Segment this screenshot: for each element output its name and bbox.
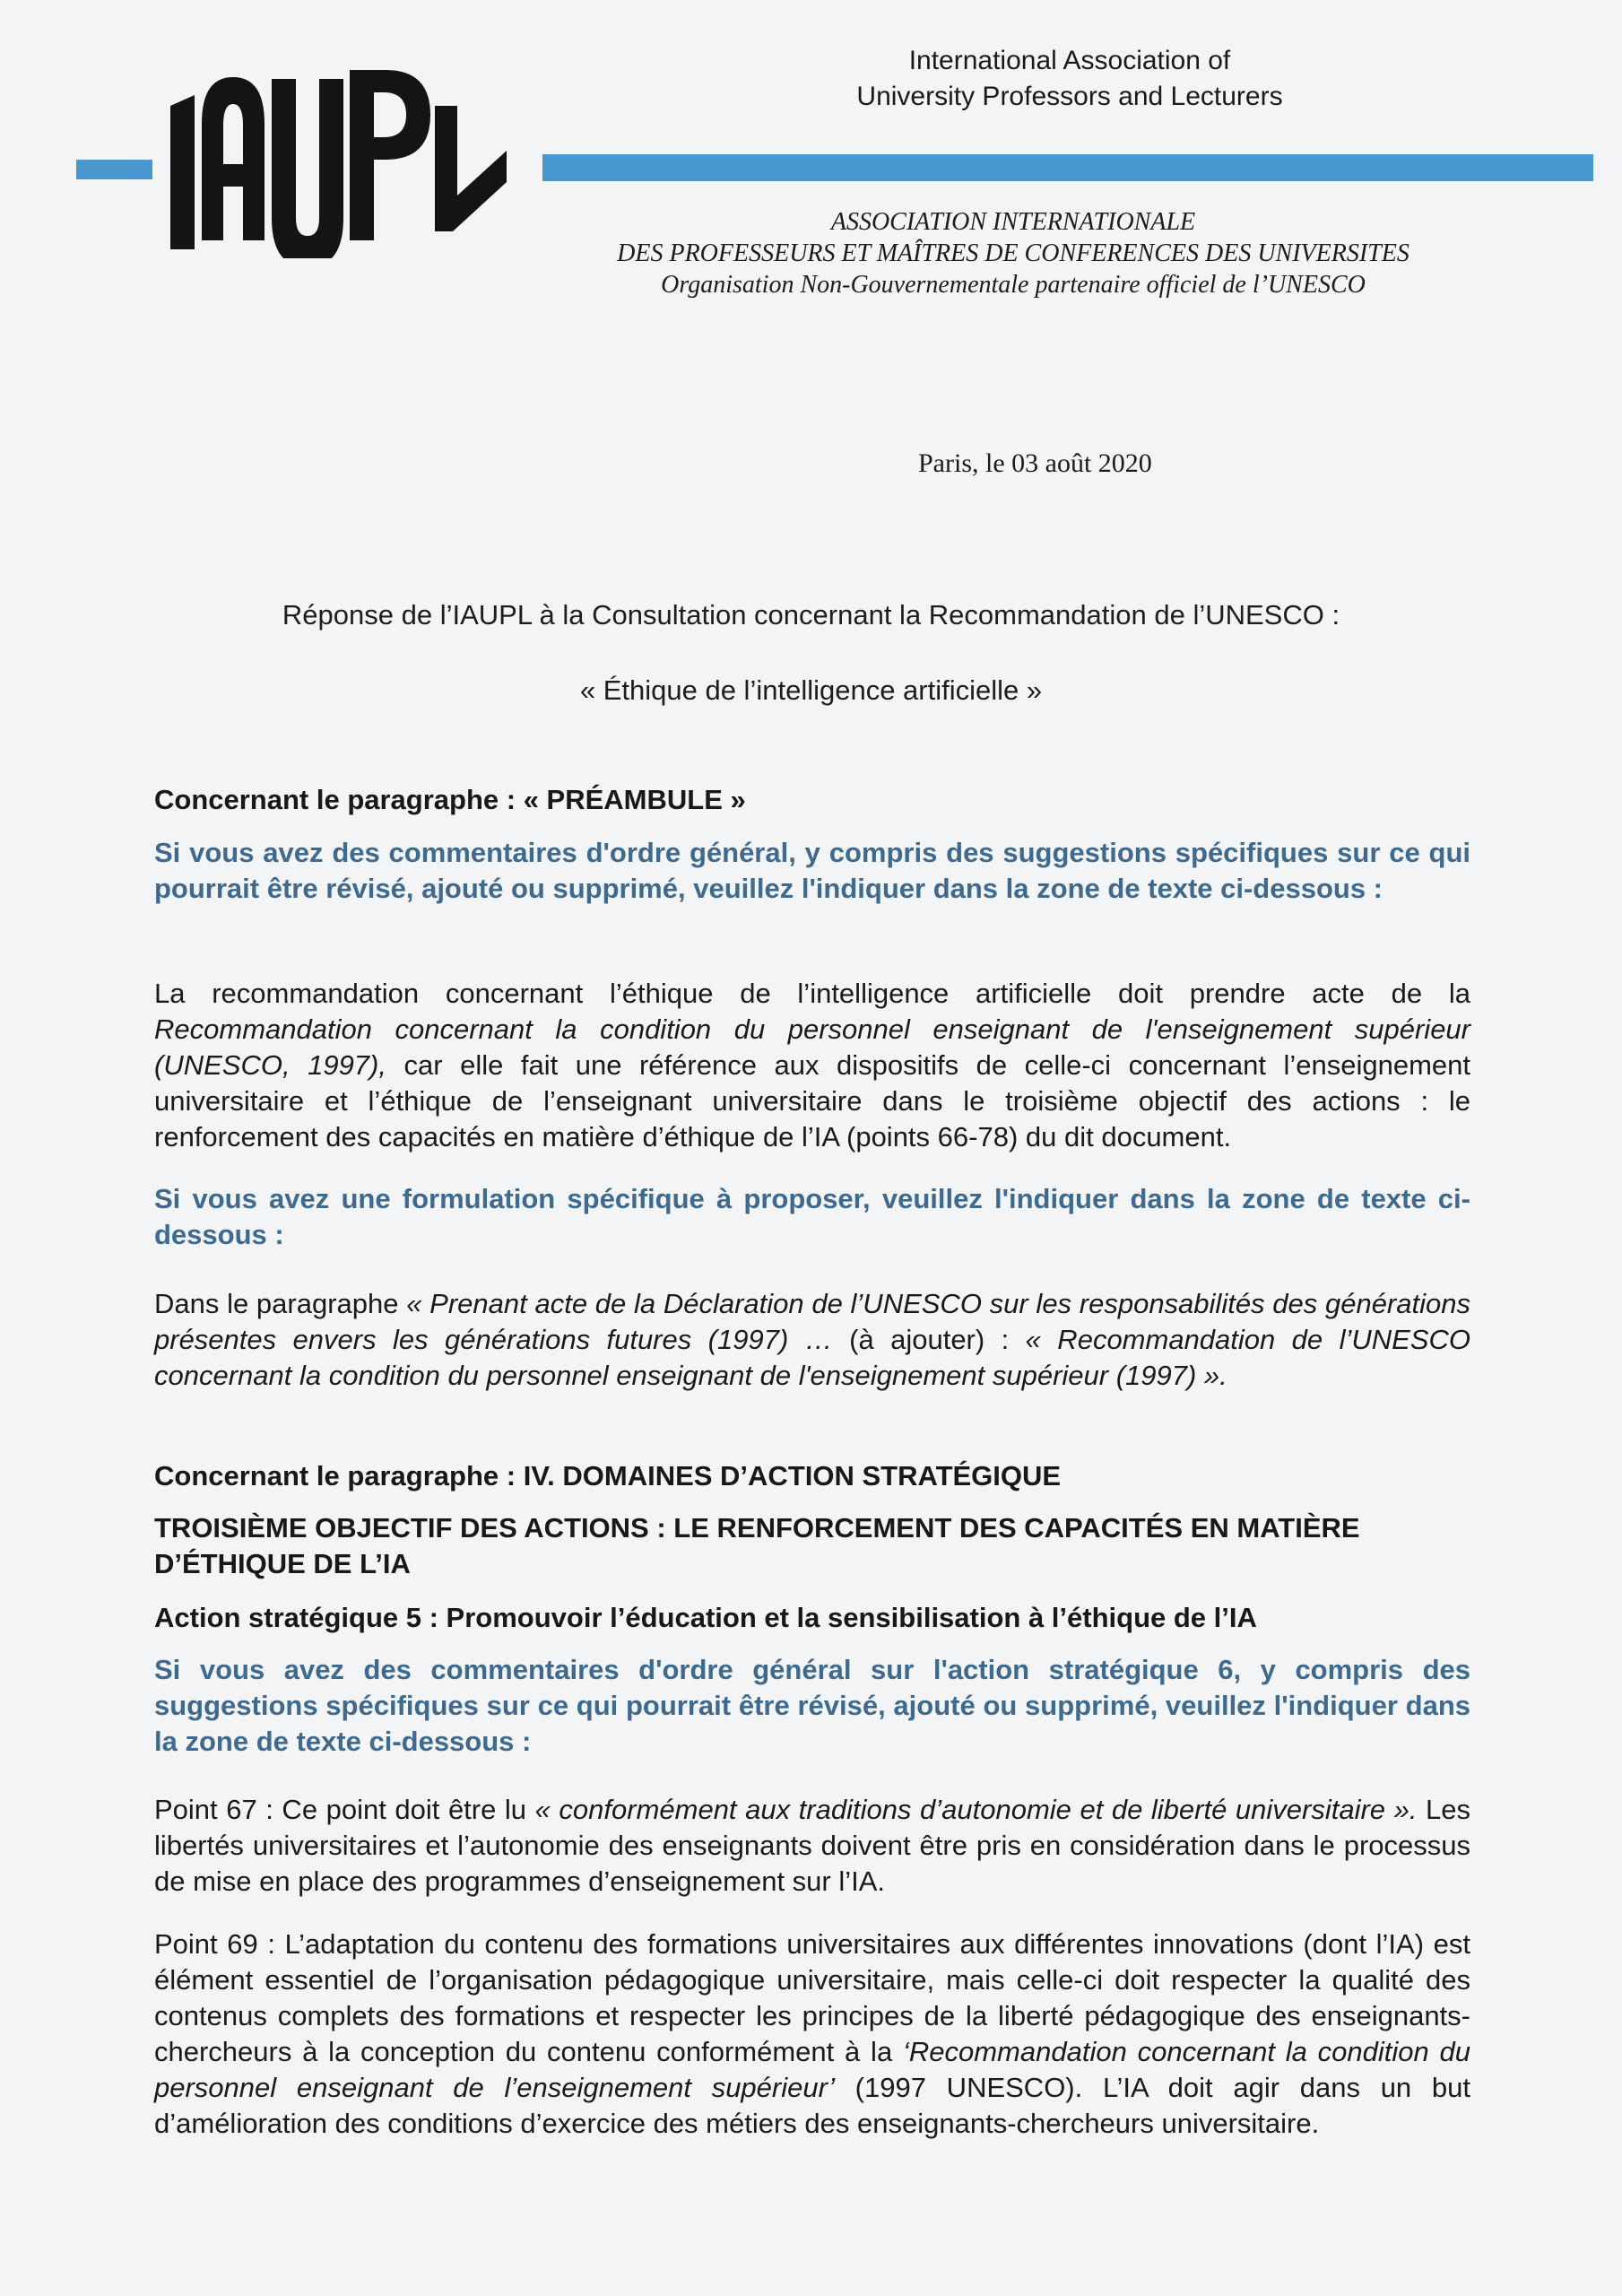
section-heading-domaines: Concernant le paragraphe : IV. DOMAINES D’ACTION STRATÉGIQUE (154, 1460, 1062, 1492)
answer-preambule-general (154, 976, 1470, 1155)
answer-text: (à ajouter) : (832, 1324, 1026, 1355)
answer-text: car elle fait une référence aux dispositifs de celle-ci concernant l’enseignement universitaire et l’éthique de l’enseignant universitaire dans le troisième objectif des actions : le renforcement des capacités en matière d’éthique de l’IA (points 66-78) du dit document. (154, 1049, 1470, 1152)
quoted-text: « Prenant acte de la Déclaration de l’UNESCO sur les responsabilités des générations présentes envers les générations futures (1997) … (154, 1288, 1470, 1355)
org-fr-line-3: Organisation Non-Gouvernementale partenaire officiel de l’UNESCO (661, 271, 1366, 299)
section-heading-preambule: Concernant le paragraphe : « PRÉAMBULE » (154, 784, 746, 815)
letter-date: Paris, le 03 août 2020 (918, 448, 1152, 478)
answer-preambule-formulation (154, 1286, 1470, 1394)
organization-name-french (502, 206, 1524, 300)
section-prompt-formulation: Si vous avez une formulation spécifique à proposer, veuillez l'indiquer dans la zone de texte ci-dessous : (154, 1183, 1470, 1250)
organization-name-english (792, 43, 1348, 115)
action-heading: Action stratégique 5 : Promouvoir l’éducation et la sensibilisation à l’éthique de l’IA (154, 1602, 1257, 1633)
quoted-text: « Recommandation de l’UNESCO concernant la condition du personnel enseignant de l'enseignement supérieur (1997) ». (154, 1324, 1470, 1391)
objective-heading: TROISIÈME OBJECTIF DES ACTIONS : LE RENFORCEMENT DES CAPACITÉS EN MATIÈRE D’ÉTHIQUE DE L’IA (154, 1512, 1360, 1579)
document-title: Réponse de l’IAUPL à la Consultation concernant la Recommandation de l’UNESCO : (282, 599, 1340, 631)
org-en-line-1: International Association of (908, 46, 1231, 75)
answer-point-67 (154, 1792, 1470, 1900)
document-subtitle: « Éthique de l’intelligence artificielle » (579, 674, 1043, 706)
recommendation-reference: Recommandation concernant la condition du personnel enseignant de l'enseignement supérieur (UNESCO, 1997), (154, 1013, 1470, 1081)
iaupl-logo (76, 52, 533, 258)
answer-text: La recommandation concernant l’éthique de l’intelligence artificielle doit prendre acte de la (154, 978, 1470, 1009)
header-rule (542, 154, 1593, 181)
org-en-line-2: University Professors and Lecturers (856, 82, 1283, 111)
answer-text: (1997 UNESCO). L’IA doit agir dans un but d’amélioration des conditions d’exercice des métiers des enseignants-chercheurs universitaire. (154, 2072, 1470, 2139)
answer-point-69 (154, 1926, 1470, 2142)
quoted-text: « conformément aux traditions d’autonomie et de liberté universitaire ». (534, 1794, 1418, 1825)
org-fr-line-2: DES PROFESSEURS ET MAÎTRES DE CONFERENCES DES UNIVERSITES (617, 239, 1409, 267)
recommendation-reference: ‘Recommandation concernant la condition du personnel enseignant de l’enseignement supérieur’ (154, 2036, 1471, 2103)
answer-text: Point 69 : L’adaptation du contenu des formations universitaires aux différentes innovations (dont l’IA) est élément essentiel de l’organisation pédagogique universitaire, mais celle-ci doit respecter la qualité des contenus complets des formations et respecter les principes de la liberté pédagogique des enseignants-chercheurs à la conception du contenu conformément à la (154, 1928, 1470, 2067)
section-prompt-general: Si vous avez des commentaires d'ordre général, y compris des suggestions spécifiques sur ce qui pourrait être révisé, ajouté ou supprimé, veuillez l'indiquer dans la zone de texte ci-dessous : (154, 837, 1470, 904)
answer-text: Les libertés universitaires et l’autonomie des enseignants doivent être pris en considération dans le processus de mise en place des programmes d’enseignement sur l’IA. (154, 1794, 1470, 1897)
answer-text: Point 67 : Ce point doit être lu (154, 1794, 535, 1825)
section-prompt-action: Si vous avez des commentaires d'ordre général sur l'action stratégique 6, y compris des suggestions spécifiques sur ce qui pourrait être révisé, ajouté ou supprimé, veuillez l'indiquer dans la zone de texte ci-dessous : (154, 1654, 1470, 1757)
org-fr-line-1: ASSOCIATION INTERNATIONALE (830, 208, 1196, 236)
answer-text: Dans le paragraphe (154, 1288, 407, 1319)
